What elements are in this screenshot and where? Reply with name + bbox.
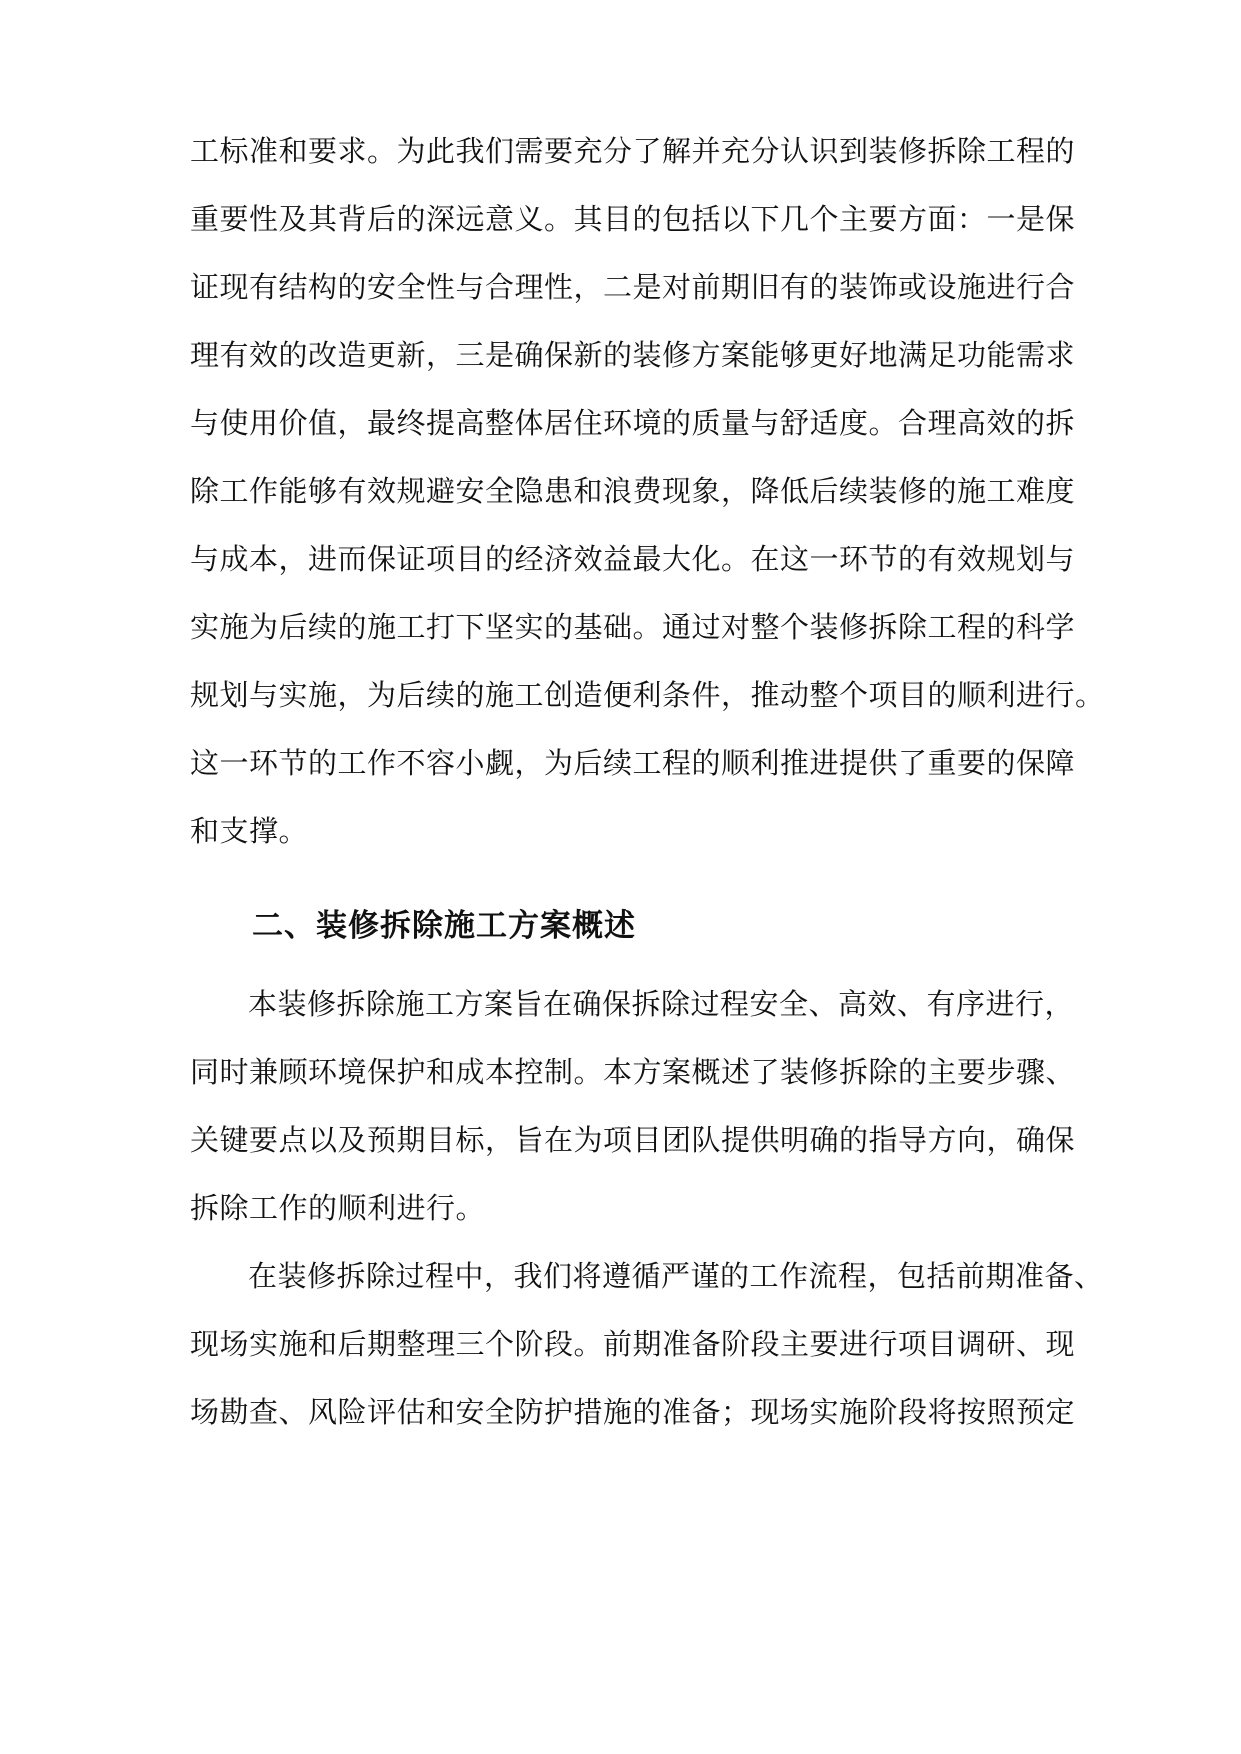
paragraph-line: 本装修拆除施工方案旨在确保拆除过程安全、高效、有序进行， — [248, 987, 1075, 1021]
paragraph-line: 重要性及其背后的深远意义。其目的包括以下几个主要方面：一是保 — [190, 202, 1076, 236]
paragraph-line: 这一环节的工作不容小觑，为后续工程的顺利推进提供了重要的保障 — [190, 746, 1076, 780]
paragraph-line: 与使用价值，最终提高整体居住环境的质量与舒适度。合理高效的拆 — [190, 406, 1076, 440]
paragraph-line: 实施为后续的施工打下坚实的基础。通过对整个装修拆除工程的科学 — [190, 610, 1076, 644]
paragraph-line: 场勘查、风险评估和安全防护措施的准备；现场实施阶段将按照预定 — [190, 1395, 1076, 1429]
paragraph-line: 与成本，进而保证项目的经济效益最大化。在这一环节的有效规划与 — [190, 542, 1076, 576]
section-heading: 二、装修拆除施工方案概述 — [252, 908, 636, 944]
paragraph-line: 现场实施和后期整理三个阶段。前期准备阶段主要进行项目调研、现 — [190, 1327, 1076, 1361]
paragraph-line: 证现有结构的安全性与合理性，二是对前期旧有的装饰或设施进行合 — [190, 270, 1076, 304]
paragraph-line: 拆除工作的顺利进行。 — [190, 1191, 486, 1225]
paragraph-line: 理有效的改造更新，三是确保新的装修方案能够更好地满足功能需求 — [190, 338, 1076, 372]
paragraph-line: 除工作能够有效规避安全隐患和浪费现象，降低后续装修的施工难度 — [190, 474, 1076, 508]
paragraph-line: 同时兼顾环境保护和成本控制。本方案概述了装修拆除的主要步骤、 — [190, 1055, 1076, 1089]
paragraph-line: 关键要点以及预期目标，旨在为项目团队提供明确的指导方向，确保 — [190, 1123, 1076, 1157]
paragraph-line: 工标准和要求。为此我们需要充分了解并充分认识到装修拆除工程的 — [190, 134, 1076, 168]
paragraph-line: 规划与实施，为后续的施工创造便利条件，推动整个项目的顺利进行。 — [190, 678, 1105, 712]
paragraph-line: 在装修拆除过程中，我们将遵循严谨的工作流程，包括前期准备、 — [248, 1259, 1104, 1293]
paragraph-line: 和支撑。 — [190, 814, 309, 848]
